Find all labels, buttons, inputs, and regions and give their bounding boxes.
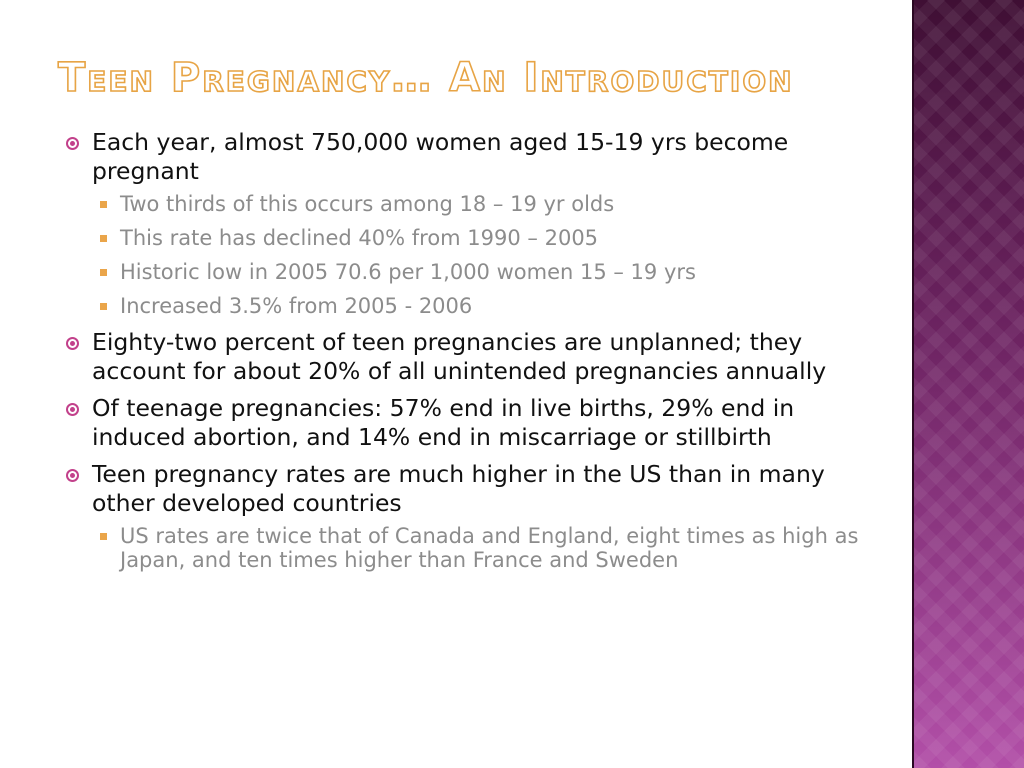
sub-bullet-text: This rate has declined 40% from 1990 – 2005 [120,226,599,250]
square-bullet-icon [100,303,107,310]
sub-bullet-item [92,260,860,284]
sub-bullet-text: US rates are twice that of Canada and England, eight times as high as Japan, and ten times higher than France and Sweden [120,524,859,572]
bullet-item [60,128,860,318]
square-bullet-icon [100,235,107,242]
sub-bullet-text: Historic low in 2005 70.6 per 1,000 women 15 – 19 yrs [120,260,696,284]
sub-bullet-item [92,226,860,250]
decorative-side-panel [912,0,1024,768]
slide-title: Teen Pregnancy… An Introduction [58,55,794,101]
circle-bullet-icon [66,403,79,416]
bullet-list [60,128,860,572]
bullet-text: Each year, almost 750,000 women aged 15-19 yrs become pregnant [92,128,789,185]
bullet-text: Eighty-two percent of teen pregnancies are unplanned; they account for about 20% of all unintended pregnancies annually [92,328,827,385]
square-bullet-icon [100,201,107,208]
bullet-item [60,394,860,452]
bullet-item [60,460,860,572]
square-bullet-icon [100,269,107,276]
bullet-text: Of teenage pregnancies: 57% end in live births, 29% end in induced abortion, and 14% end in miscarriage or stillbirth [92,394,795,451]
circle-bullet-icon [66,137,79,150]
sub-bullet-item [92,192,860,216]
sub-bullet-text: Increased 3.5% from 2005 - 2006 [120,294,473,318]
sub-bullet-text: Two thirds of this occurs among 18 – 19 yr olds [120,192,615,216]
bullet-text: Teen pregnancy rates are much higher in the US than in many other developed countries [92,460,825,517]
sub-bullet-list [92,524,860,572]
sub-bullet-item [92,294,860,318]
bullet-item [60,328,860,386]
square-bullet-icon [100,533,107,540]
sub-bullet-item [92,524,860,572]
circle-bullet-icon [66,337,79,350]
circle-bullet-icon [66,469,79,482]
slide-body [60,128,860,582]
sub-bullet-list [92,192,860,318]
